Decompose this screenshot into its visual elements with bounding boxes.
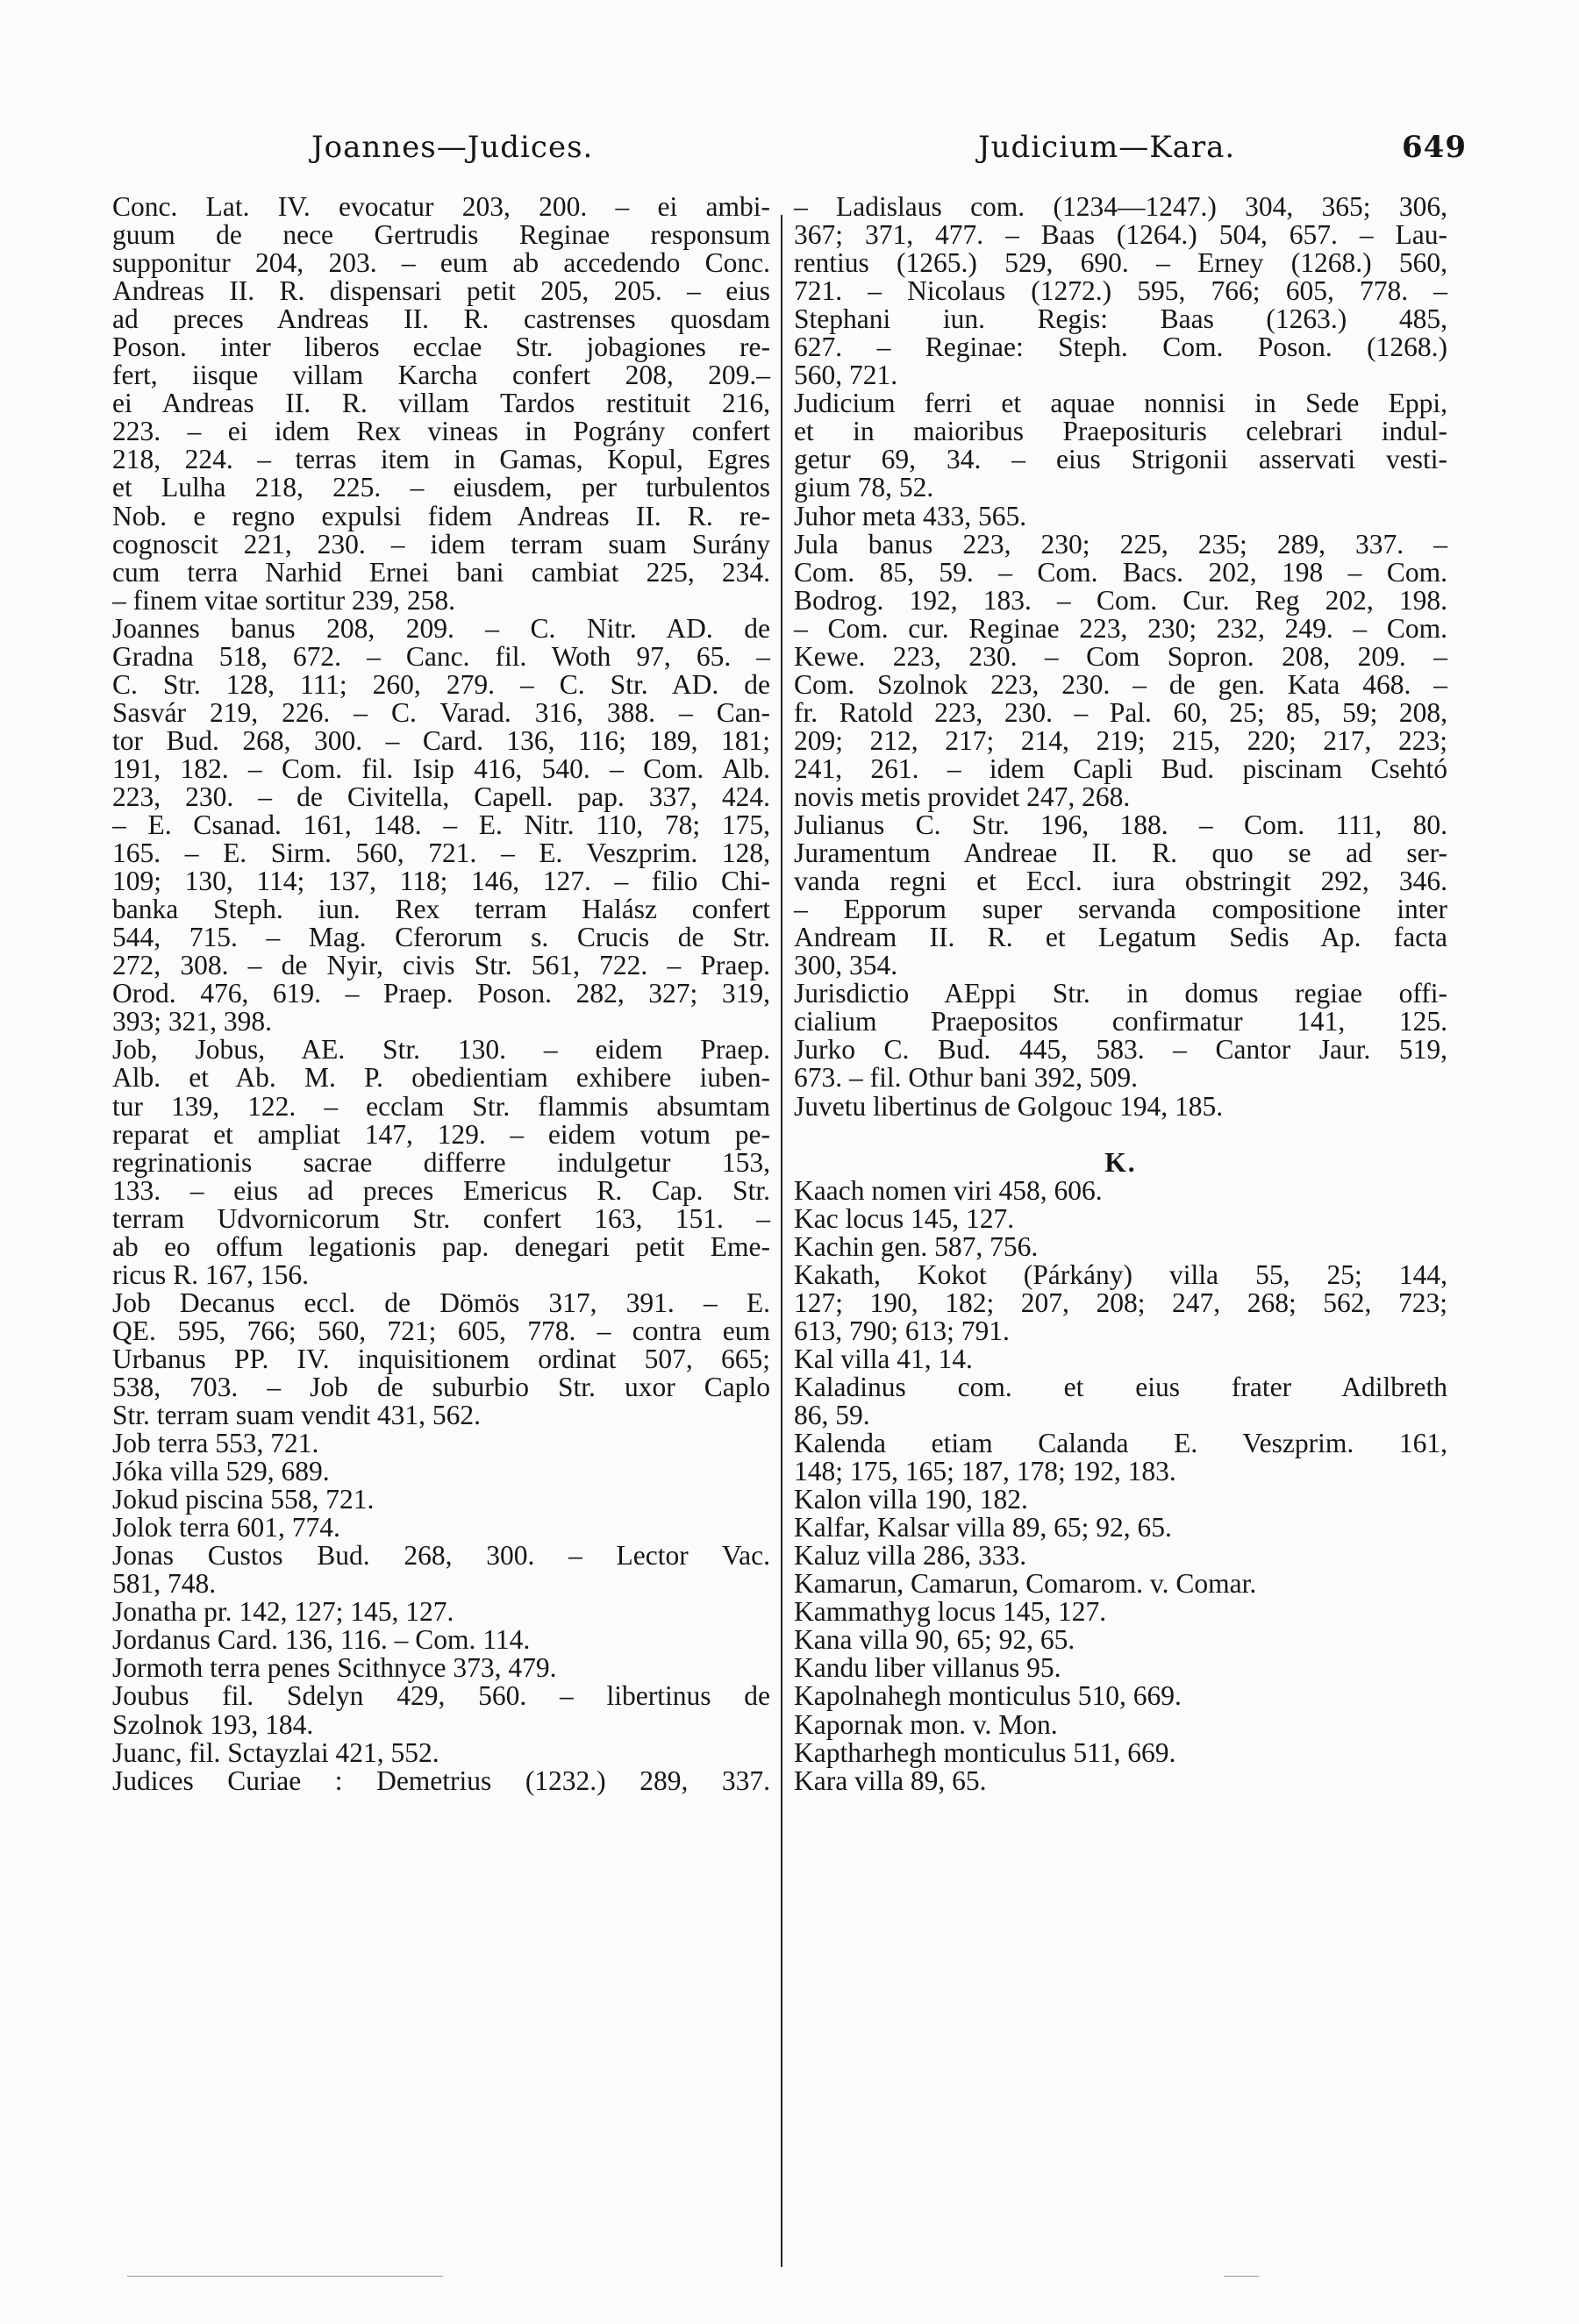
index-line: terram Udvornicorum Str. confert 163, 151. – [112, 1202, 770, 1234]
index-line: 627. – Reginae: Steph. Com. Poson. (1268.) [794, 331, 1447, 363]
index-line: – Epporum super servanda compositione inter [794, 894, 1447, 925]
index-line: 544, 715. – Mag. Cferorum s. Crucis de Str. [112, 922, 770, 953]
column-divider [781, 215, 782, 2267]
index-line: Joubus fil. Sdelyn 429, 560. – libertinus de [112, 1680, 770, 1712]
index-line: Kammathyg locus 145, 127. [794, 1596, 1107, 1628]
index-line: Sasvár 219, 226. – C. Varad. 316, 388. – Can- [112, 696, 770, 728]
index-line: 109; 130, 114; 137, 118; 146, 127. – filio Chi- [112, 866, 770, 897]
index-line: Szolnok 193, 184. [112, 1708, 314, 1740]
index-line: cialium Praepositos confirmatur 141, 125. [794, 1006, 1447, 1037]
index-line: Judices Curiae : Demetrius (1232.) 289, 337. [112, 1764, 770, 1796]
index-line: cognoscit 221, 230. – idem terram suam Surány [112, 528, 770, 560]
index-line: 209; 212, 217; 214, 219; 215, 220; 217, 223; [794, 724, 1447, 756]
index-line: Job terra 553, 721. [112, 1428, 319, 1459]
index-line: ricus R. 167, 156. [112, 1258, 309, 1290]
index-line: Kalfar, Kalsar villa 89, 65; 92, 65. [794, 1512, 1172, 1543]
index-line: Kapornak mon. v. Mon. [794, 1708, 1058, 1740]
index-line: et Lulha 218, 225. – eiusdem, per turbulentos [112, 472, 770, 503]
index-line: novis metis providet 247, 268. [794, 781, 1131, 812]
index-line: ab eo offum legationis pap. denegari petit Eme- [112, 1230, 770, 1262]
index-line: 560, 721. [794, 360, 898, 391]
section-letter-heading: K. [1104, 1146, 1137, 1178]
index-line: Kamarun, Camarun, Comarom. v. Comar. [794, 1568, 1257, 1600]
index-line: Kac locus 145, 127. [794, 1202, 1015, 1234]
index-line: 223. – ei idem Rex vineas in Pográny confert [112, 416, 770, 447]
index-line: Str. terram suam vendit 431, 562. [112, 1400, 481, 1431]
index-line: Jóka villa 529, 689. [112, 1456, 330, 1487]
index-line: Alb. et Ab. M. P. obedientiam exhibere iuben- [112, 1062, 770, 1094]
index-line: Nob. e regno expulsi fidem Andreas II. R. re- [112, 500, 770, 531]
index-line: 241, 261. – idem Capli Bud. piscinam Csehtó [794, 752, 1447, 784]
index-line: Kal villa 41, 14. [794, 1343, 973, 1374]
running-head-left: Joannes—Judices. [311, 130, 594, 165]
index-line: Kana villa 90, 65; 92, 65. [794, 1624, 1075, 1656]
index-line: Andreas II. R. dispensari petit 205, 205. – eius [112, 275, 770, 307]
index-line: Kaptharhegh monticulus 511, 669. [794, 1736, 1176, 1768]
footer-signature-mark [1224, 2276, 1259, 2277]
index-line: 86, 59. [794, 1400, 870, 1431]
index-line: 223, 230. – de Civitella, Capell. pap. 337, 424. [112, 781, 770, 812]
index-line: 538, 703. – Job de suburbio Str. uxor Caplo [112, 1371, 770, 1402]
index-line: Jormoth terra penes Scithnyce 373, 479. [112, 1652, 557, 1684]
index-line: Gradna 518, 672. – Canc. fil. Woth 97, 65. – [112, 640, 770, 672]
index-line: Kaach nomen viri 458, 606. [794, 1174, 1103, 1206]
index-line: Com. 85, 59. – Com. Bacs. 202, 198 – Com. [794, 556, 1447, 588]
index-line: et in maioribus Praeposituris celebrari indul- [794, 416, 1447, 447]
index-line: Poson. inter liberos ecclae Str. jobagiones re- [112, 331, 770, 363]
index-line: tur 139, 122. – ecclam Str. flammis absumtam [112, 1090, 770, 1122]
index-line: 165. – E. Sirm. 560, 721. – E. Veszprim. 128, [112, 838, 770, 869]
index-line: guum de nece Gertrudis Reginae responsum [112, 219, 770, 251]
left-column [112, 193, 770, 1795]
index-line: fert, iisque villam Karcha confert 208, 209.– [112, 360, 770, 391]
index-line: 393; 321, 398. [112, 1006, 273, 1037]
index-line: Kapolnahegh monticulus 510, 669. [794, 1680, 1182, 1712]
index-line: Job Decanus eccl. de Dömös 317, 391. – E. [112, 1287, 770, 1318]
index-line: Com. Szolnok 223, 230. – de gen. Kata 468. – [794, 668, 1447, 700]
index-line: rentius (1265.) 529, 690. – Erney (1268.) 560, [794, 247, 1447, 279]
index-line: 191, 182. – Com. fil. Isip 416, 540. – Com. Alb. [112, 752, 770, 784]
index-line: ei Andreas II. R. villam Tardos restituit 216, [112, 388, 770, 419]
index-line [794, 1121, 1447, 1149]
index-line: Job, Jobus, AE. Str. 130. – eidem Praep. [112, 1034, 770, 1066]
index-line: Conc. Lat. IV. evocatur 203, 200. – ei ambi- [112, 191, 770, 222]
index-line: Juvetu libertinus de Golgouc 194, 185. [794, 1090, 1224, 1122]
index-line: Kara villa 89, 65. [794, 1764, 987, 1796]
index-line: 272, 308. – de Nyir, civis Str. 561, 722. – Praep. [112, 950, 770, 981]
index-line: Kaladinus com. et eius frater Adilbreth [794, 1371, 1447, 1402]
index-line: Bodrog. 192, 183. – Com. Cur. Reg 202, 198. [794, 584, 1447, 616]
footer-rule [127, 2276, 443, 2277]
index-line: Kakath, Kokot (Párkány) villa 55, 25; 144, [794, 1258, 1447, 1290]
index-line: 127; 190, 182; 207, 208; 247, 268; 562, 723; [794, 1287, 1447, 1318]
index-line: tor Bud. 268, 300. – Card. 136, 116; 189, 181; [112, 724, 770, 756]
index-line: C. Str. 128, 111; 260, 279. – C. Str. AD. de [112, 668, 770, 700]
index-line: Jordanus Card. 136, 116. – Com. 114. [112, 1624, 531, 1656]
index-line: Judicium ferri et aquae nonnisi in Sede Eppi, [794, 388, 1447, 419]
index-line: QE. 595, 766; 560, 721; 605, 778. – contra eum [112, 1315, 770, 1346]
index-line: Kandu liber villanus 95. [794, 1652, 1061, 1684]
index-line: Kachin gen. 587, 756. [794, 1230, 1039, 1262]
index-line: Jurisdictio AEppi Str. in domus regiae offi- [794, 978, 1447, 1009]
index-line: Julianus C. Str. 196, 188. – Com. 111, 80. [794, 809, 1447, 841]
index-line: Kalenda etiam Calanda E. Veszprim. 161, [794, 1428, 1447, 1459]
index-line: Urbanus PP. IV. inquisitionem ordinat 507, 665; [112, 1343, 770, 1374]
index-line: cum terra Narhid Ernei bani cambiat 225, 234. [112, 556, 770, 588]
right-column [794, 193, 1447, 1795]
index-line: Jonatha pr. 142, 127; 145, 127. [112, 1596, 454, 1628]
index-line: 148; 175, 165; 187, 178; 192, 183. [794, 1456, 1176, 1487]
index-line: getur 69, 34. – eius Strigonii asservati vesti- [794, 444, 1447, 475]
index-line: Jonas Custos Bud. 268, 300. – Lector Vac. [112, 1540, 770, 1572]
index-line: banka Steph. iun. Rex terram Halász confert [112, 894, 770, 925]
index-line: Juanc, fil. Sctayzlai 421, 552. [112, 1736, 439, 1768]
index-line: supponitur 204, 203. – eum ab accedendo Conc. [112, 247, 770, 279]
index-line: 367; 371, 477. – Baas (1264.) 504, 657. – Lau- [794, 219, 1447, 251]
index-line: – finem vitae sortitur 239, 258. [112, 584, 456, 616]
index-line: – Ladislaus com. (1234—1247.) 304, 365; 306, [794, 191, 1447, 222]
index-line: reparat et ampliat 147, 129. – eidem votum pe- [112, 1118, 770, 1150]
index-line: ad preces Andreas II. R. castrenses quosdam [112, 303, 770, 335]
index-line: Kewe. 223, 230. – Com Sopron. 208, 209. – [794, 640, 1447, 672]
index-line: Jolok terra 601, 774. [112, 1512, 340, 1543]
index-line: 721. – Nicolaus (1272.) 595, 766; 605, 778. – [794, 275, 1447, 307]
index-line: fr. Ratold 223, 230. – Pal. 60, 25; 85, 59; 208, [794, 696, 1447, 728]
index-line: regrinationis sacrae differre indulgetur 153, [112, 1146, 770, 1178]
running-head-center: Judicium—Kara. [978, 130, 1236, 165]
index-line: 581, 748. [112, 1568, 217, 1600]
page-number: 649 [1402, 130, 1467, 165]
index-line: Joannes banus 208, 209. – C. Nitr. AD. de [112, 612, 770, 644]
index-line: Jula banus 223, 230; 225, 235; 289, 337. – [794, 528, 1447, 560]
index-line: Kalon villa 190, 182. [794, 1484, 1028, 1515]
index-line: Andream II. R. et Legatum Sedis Ap. facta [794, 922, 1447, 953]
index-line: – Com. cur. Reginae 223, 230; 232, 249. – Com. [794, 612, 1447, 644]
index-line: Kaluz villa 286, 333. [794, 1540, 1027, 1572]
index-line: Jurko C. Bud. 445, 583. – Cantor Jaur. 519, [794, 1034, 1447, 1066]
index-line: vanda regni et Eccl. iura obstringit 292, 346. [794, 866, 1447, 897]
index-line: 673. – fil. Othur bani 392, 509. [794, 1062, 1138, 1094]
index-line: – E. Csanad. 161, 148. – E. Nitr. 110, 78; 175, [112, 809, 770, 841]
index-line: 300, 354. [794, 950, 898, 981]
index-line: Juhor meta 433, 565. [794, 500, 1027, 531]
index-line: 613, 790; 613; 791. [794, 1315, 1010, 1346]
index-line: Stephani iun. Regis: Baas (1263.) 485, [794, 303, 1447, 335]
index-line: Orod. 476, 619. – Praep. Poson. 282, 327; 319, [112, 978, 770, 1009]
index-line: Jokud piscina 558, 721. [112, 1484, 375, 1515]
index-line: Juramentum Andreae II. R. quo se ad ser- [794, 838, 1447, 869]
index-line: gium 78, 52. [794, 472, 934, 503]
index-line: 218, 224. – terras item in Gamas, Kopul, Egres [112, 444, 770, 475]
index-line: 133. – eius ad preces Emericus R. Cap. Str. [112, 1174, 770, 1206]
